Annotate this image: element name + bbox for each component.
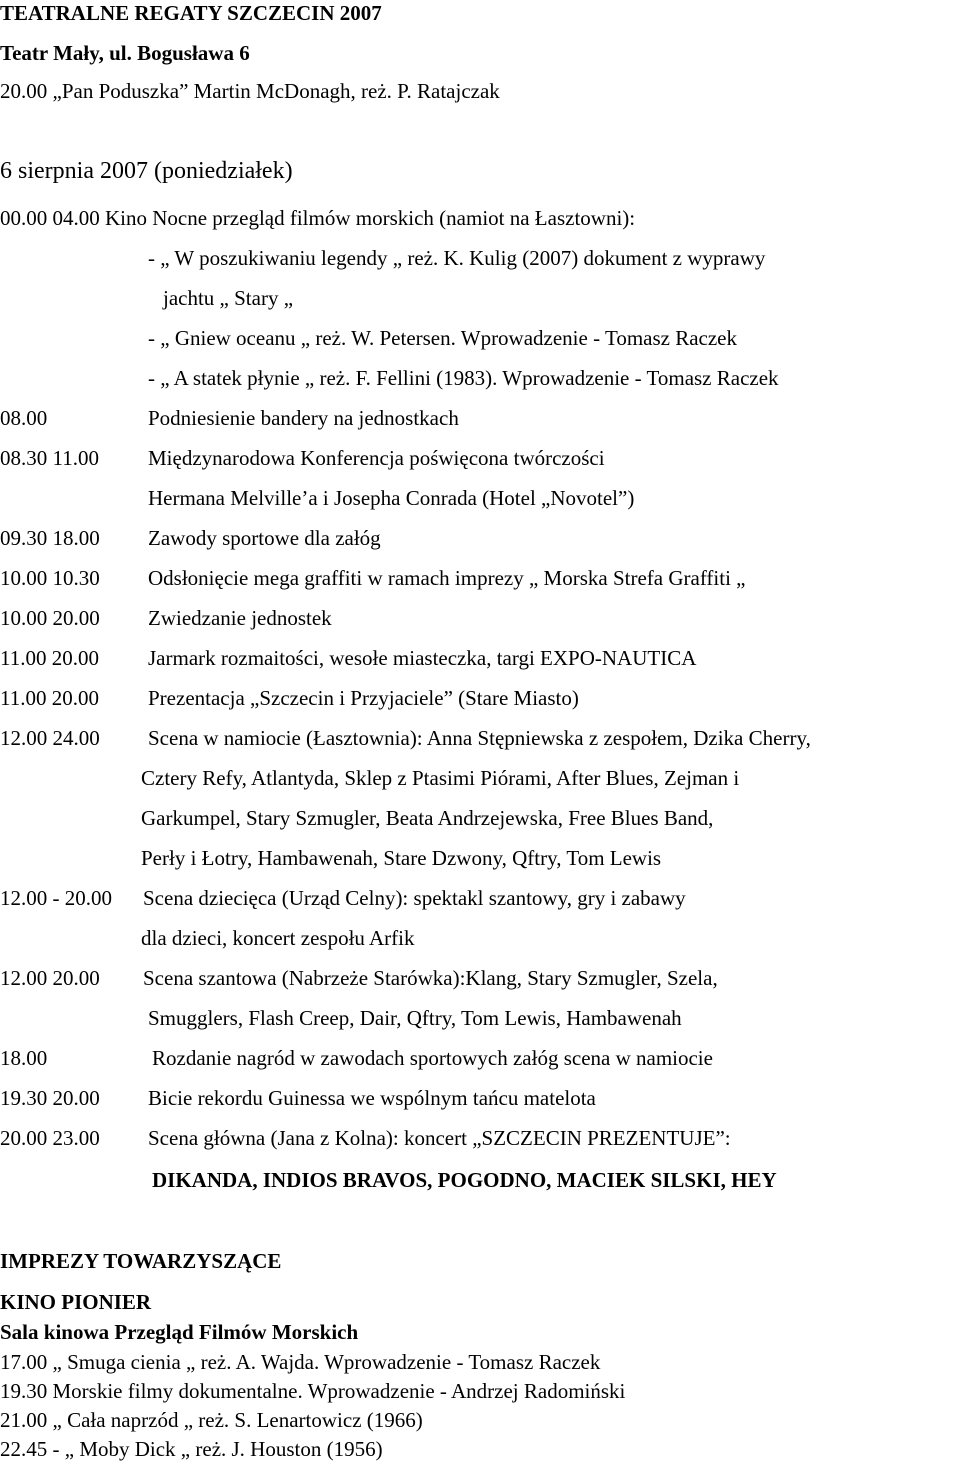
event-row: [0, 645, 697, 671]
day-heading: 6 sierpnia 2007 (poniedziałek): [0, 158, 293, 184]
event-row: [0, 965, 718, 991]
event-time: 11.00 20.00: [0, 646, 99, 670]
hall-name: Sala kinowa Przegląd Filmów Morskich: [0, 1320, 359, 1344]
screening-item: 22.45 - „ Moby Dick „ reż. J. Houston (1956): [0, 1437, 383, 1461]
venue-line: Teatr Mały, ul. Bogusława 6: [0, 41, 250, 65]
event-text: Bicie rekordu Guinessa we wspólnym tańcu matelota: [148, 1086, 596, 1110]
event-time: 08.00: [0, 406, 48, 430]
section-heading: IMPREZY TOWARZYSZĄCE: [0, 1249, 282, 1273]
event-text: Zawody sportowe dla załóg: [148, 526, 381, 550]
event-time: 12.00 24.00: [0, 726, 100, 750]
event-row: [0, 725, 811, 751]
event-text: Scena główna (Jana z Kolna): koncert „SZCZECIN PREZENTUJE”:: [148, 1126, 731, 1150]
event-text: dla dzieci, koncert zespołu Arfik: [141, 926, 415, 950]
event-text: Smugglers, Flash Creep, Dair, Qftry, Tom Lewis, Hambawenah: [148, 1006, 682, 1030]
event-text: Scena szantowa (Nabrzeże Starówka):Klang, Stary Szmugler, Szela,: [143, 966, 718, 990]
event-text: Podniesienie bandery na jednostkach: [148, 406, 459, 430]
event-row: [0, 405, 459, 431]
event-time: 08.30 11.00: [0, 446, 99, 470]
film-item: - „ Gniew oceanu „ reż. W. Petersen. Wprowadzenie - Tomasz Raczek: [148, 326, 738, 350]
event-row: [0, 1125, 731, 1151]
event-time: 12.00 20.00: [0, 966, 100, 990]
event-text: Jarmark rozmaitości, wesołe miasteczka, targi EXPO-NAUTICA: [148, 646, 697, 670]
headliners: DIKANDA, INDIOS BRAVOS, POGODNO, MACIEK SILSKI, HEY: [152, 1168, 777, 1192]
event-text: Scena dziecięca (Urząd Celny): spektakl szantowy, gry i zabawy: [143, 886, 686, 910]
document-title: TEATRALNE REGATY SZCZECIN 2007: [0, 1, 382, 25]
event-text: Prezentacja „Szczecin i Przyjaciele” (Stare Miasto): [148, 686, 579, 710]
event-time: 11.00 20.00: [0, 686, 99, 710]
event-row: [0, 885, 686, 911]
event-row: [0, 445, 605, 471]
film-item: - „ W poszukiwaniu legendy „ reż. K. Kulig (2007) dokument z wyprawy: [148, 246, 766, 270]
screening-item: 17.00 „ Smuga cienia „ reż. A. Wajda. Wprowadzenie - Tomasz Raczek: [0, 1350, 601, 1374]
film-item: - „ A statek płynie „ reż. F. Fellini (1983). Wprowadzenie - Tomasz Raczek: [148, 366, 779, 390]
event-row: [0, 1045, 713, 1071]
event-text: Cztery Refy, Atlantyda, Sklep z Ptasimi Piórami, After Blues, Zejman i: [141, 766, 740, 790]
event-time: 20.00 23.00: [0, 1126, 100, 1150]
event-text: Hermana Melville’a i Josepha Conrada (Hotel „Novotel”): [148, 486, 635, 510]
event-time: 19.30 20.00: [0, 1086, 100, 1110]
event-row: [0, 1085, 596, 1111]
event-text: Perły i Łotry, Hambawenah, Stare Dzwony, Qftry, Tom Lewis: [141, 846, 662, 870]
event-row: [0, 525, 381, 551]
film-item-continuation: jachtu „ Stary „: [163, 286, 294, 310]
cinema-name: KINO PIONIER: [0, 1290, 152, 1314]
event-time: 12.00 - 20.00: [0, 886, 112, 910]
event-time: 10.00 10.30: [0, 566, 100, 590]
event-text: Odsłonięcie mega graffiti w ramach imprezy „ Morska Strefa Graffiti „: [148, 566, 746, 590]
event-text: Rozdanie nagród w zawodach sportowych załóg scena w namiocie: [152, 1046, 713, 1070]
screening-item: 19.30 Morskie filmy dokumentalne. Wprowadzenie - Andrzej Radomiński: [0, 1379, 626, 1403]
event-time: 09.30 18.00: [0, 526, 100, 550]
event-row: [0, 685, 579, 711]
event-text: Scena w namiocie (Łasztownia): Anna Stępniewska z zespołem, Dzika Cherry,: [148, 726, 811, 750]
night-cinema-line: 00.00 04.00 Kino Nocne przegląd filmów morskich (namiot na Łasztowni):: [0, 206, 636, 230]
event-row: [0, 605, 332, 631]
event-text: Garkumpel, Stary Szmugler, Beata Andrzejewska, Free Blues Band,: [141, 806, 714, 830]
event-row: [0, 565, 746, 591]
event-time: 10.00 20.00: [0, 606, 100, 630]
screening-item: 21.00 „ Cała naprzód „ reż. S. Lenartowicz (1966): [0, 1408, 423, 1432]
event-time: 18.00: [0, 1046, 48, 1070]
show-line: 20.00 „Pan Poduszka” Martin McDonagh, reż. P. Ratajczak: [0, 79, 500, 103]
event-text: Zwiedzanie jednostek: [148, 606, 332, 630]
event-text: Międzynarodowa Konferencja poświęcona twórczości: [148, 446, 605, 470]
